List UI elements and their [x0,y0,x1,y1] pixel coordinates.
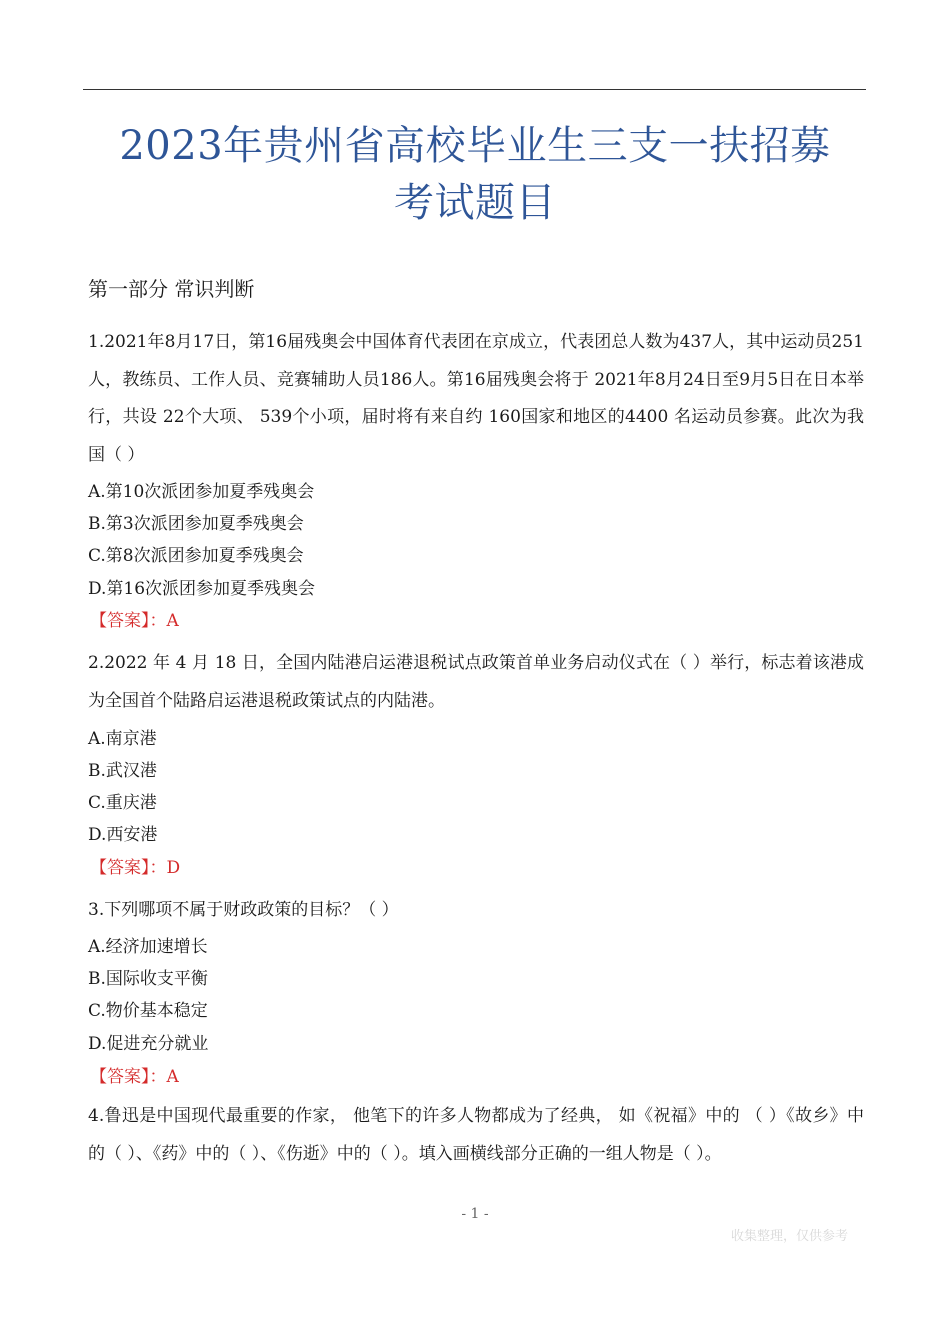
question-3-stem: 3.下列哪项不属于财政政策的目标？（ ） [88,900,399,920]
question-1-option-c: C.第8次派团参加夏季残奥会 [88,546,304,566]
section-heading: 第一部分 常识判断 [88,277,255,301]
question-1-stem: 1.2021年8月17日，第16届残奥会中国体育代表团在京成立，代表团总人数为437人，其中运动员251人，教练员、工作人员、竞赛辅助人员186人。第16届残奥会将于 2021年8月24日至9月5日在日本举行，共设 22个大项、 539个小项，届时将有来自约 160国家和地区的4400 名运动员参赛。此次为我国（ ） [88,332,864,465]
question-3-answer: 【答案】：A [90,1067,179,1087]
question-2-stem: 2.2022 年 4 月 18 日，全国内陆港启运港退税试点政策首单业务启动仪式在（ ）举行，标志着该港成为全国首个陆路启运港退税政策试点的内陆港。 [88,653,864,711]
question-3-option-d: D.促进充分就业 [88,1034,209,1054]
question-2-answer: 【答案】：D [90,858,181,878]
title-line-1: 2023年贵州省高校毕业生三支一扶招募 [119,123,831,169]
question-2-option-b: B.武汉港 [88,761,157,781]
watermark-text: 收集整理，仅供参考 [731,1229,849,1244]
question-3-option-b: B.国际收支平衡 [88,969,208,989]
question-3-option-c: C.物价基本稳定 [88,1001,208,1021]
question-2-option-c: C.重庆港 [88,793,157,813]
question-2-option-a: A.南京港 [88,729,157,749]
document-title [60,118,890,232]
question-3-option-a: A.经济加速增长 [88,937,208,957]
page-number: - 1 - [461,1206,489,1222]
question-1-answer: 【答案】：A [90,611,179,631]
title-line-2: 考试题目 [394,180,556,226]
header-rule [83,89,866,90]
question-1-option-b: B.第3次派团参加夏季残奥会 [88,514,304,534]
question-2-option-d: D.西安港 [88,825,158,845]
question-1-option-a: A.第10次派团参加夏季残奥会 [88,482,315,502]
question-1-option-d: D.第16次派团参加夏季残奥会 [88,579,316,599]
question-4-stem: 4.鲁迅是中国现代最重要的作家， 他笔下的许多人物都成为了经典， 如《祝福》中的 （ ）《故乡》中的（ ）、《药》中的（ ）、《伤逝》中的（ ）。填入画横线部分正确的一组人物是（ ）。 [88,1106,864,1164]
